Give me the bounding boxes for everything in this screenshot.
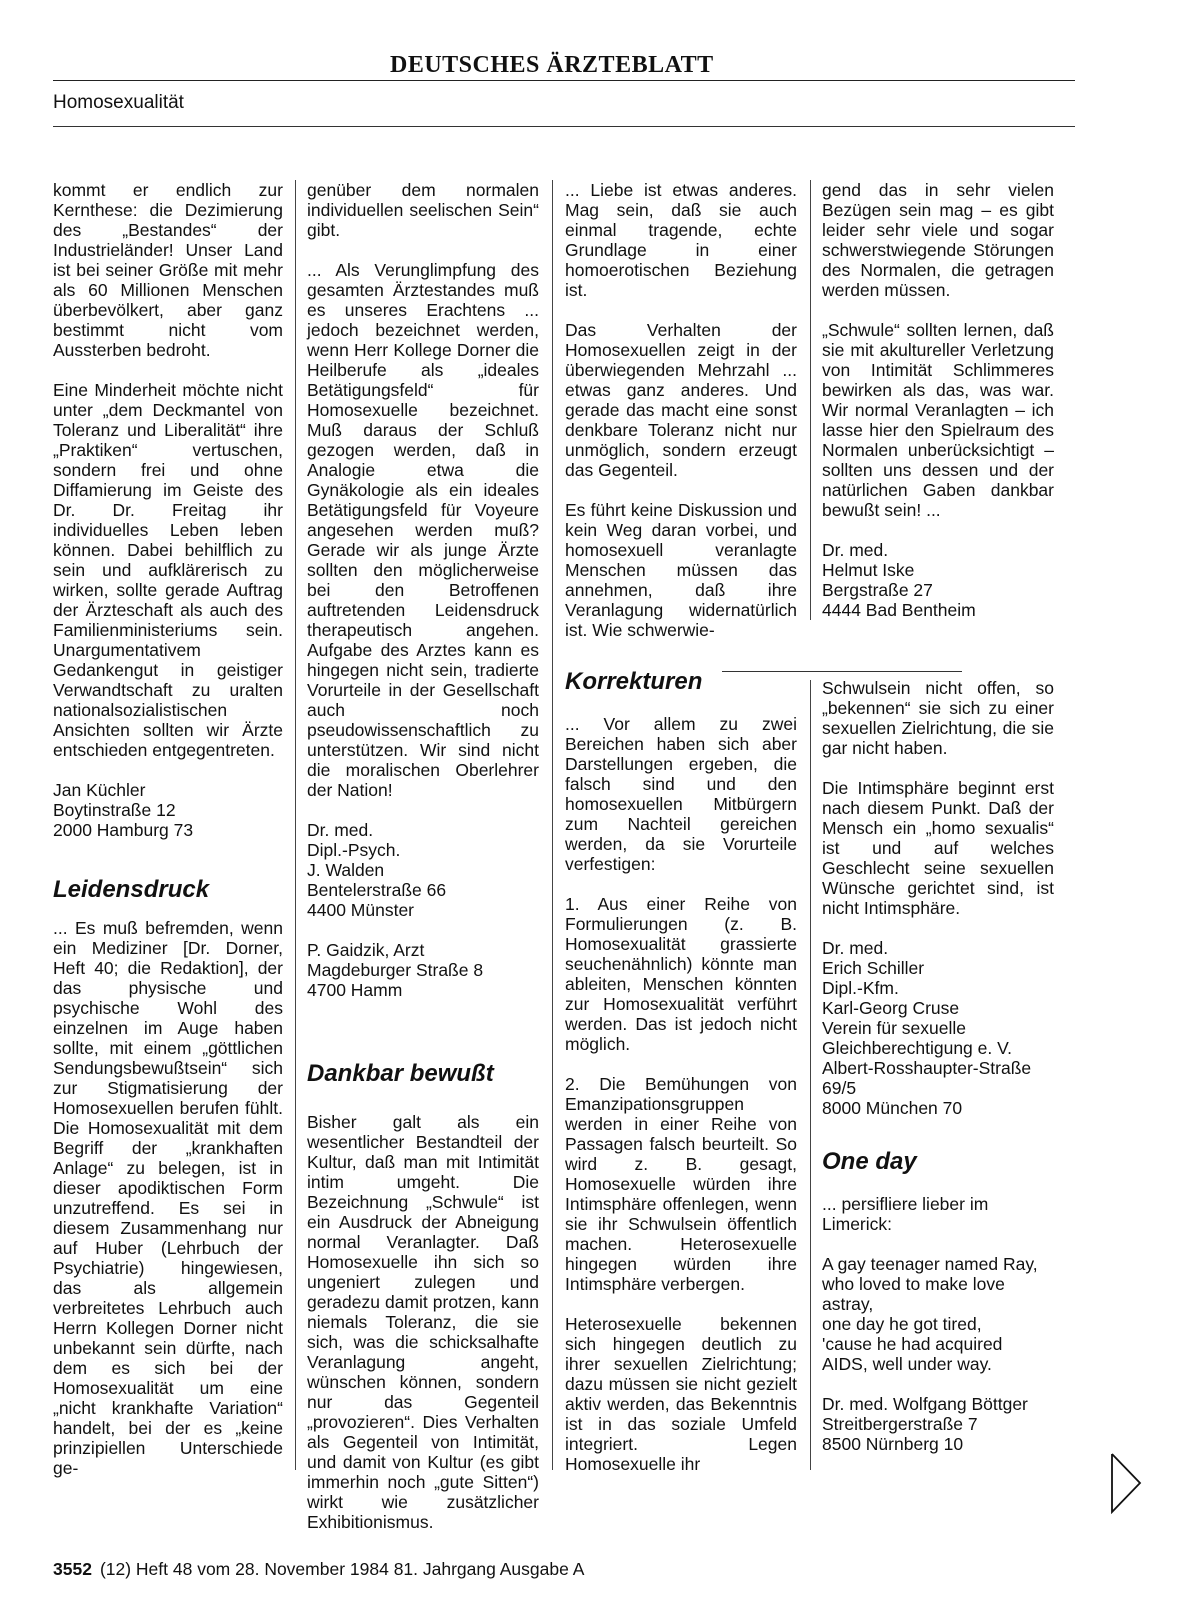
signature: Dr. med. Erich Schiller Dipl.-Kfm. Karl-Georg Cruse Verein für sexuelle Gleichberechtigung e. V. Albert-Rosshaupter-Straße 69/5 8000 München 70 (822, 938, 1032, 1118)
paragraph: Das Verhalten der Homosexuellen zeigt in der überwiegenden Mehrzahl ... etwas ganz anderes. Und gerade das macht eine sonst denkbare Toleranz nicht nur unmöglich, sondern erzeugt das Gegenteil. (565, 320, 797, 480)
paragraph: „Schwule“ sollten lernen, daß sie mit akultureller Verletzung von Intimität Schlimmeres bewirken als das, was war. Wir normal Veranlagten – ich lasse hier den Spielraum des Normalen unberücksichtigt – sollten uns dessen und der natürlichen Gaben dankbar bewußt sein! ... (822, 320, 1054, 520)
column-divider (552, 180, 553, 1470)
page-footer (53, 1559, 584, 1580)
paragraph: ... Als Verunglimpfung des gesamten Ärztestandes muß es unseres Erachtens ... jedoch bezeichnet werden, wenn Herr Kollege Dorner die Heilberufe als „ideales Betätigungsfeld“ für Homosexuelle bezeichnet. Muß daraus der Schluß gezogen werden, daß in Analogie etwa die Gynäkologie als ein ideales Betätigungsfeld für Voyeure angesehen werden muß? Gerade wir als junge Ärzte sollten den möglicherweise bei den Betroffenen auftretenden Leidensdruck therapeutisch angehen. Aufgabe des Arztes kann es hingegen nicht sein, tradierte Vorurteile in der Gesellschaft auch noch pseudowissenschaftlich zu unterstützen. Wir sind nicht die moralischen Oberlehrer der Nation! (307, 260, 539, 800)
paragraph: ... Es muß befremden, wenn ein Mediziner [Dr. Dorner, Heft 40; die Redaktion], der das physische und psychische Wohl des einzelnen im Auge haben sollte, mit einem „göttlichen Sendungsbewußtsein“ sich zur Stigmatisierung der Homosexuellen berufen fühlt. Die Homosexualität mit dem Begriff der „krankhaften Anlage“ zu belegen, ist in dieser apodiktischen Form unzutreffend. Es sei in diesem Zusammenhang nur auf Huber (Lehrbuch der Psychiatrie) hingewiesen, das als allgemein verbreitetes Lehrbuch auch Herrn Kollegen Dorner nicht unbekannt sein dürfte, nach dem es sich bei der Homosexualität um eine „nicht krankhafte Variation“ handelt, bei der es „keine prinzipiellen Unterschiede ge- (53, 918, 283, 1478)
column-divider (810, 680, 811, 1470)
masthead: DEUTSCHES ÄRZTEBLATT (390, 52, 714, 78)
limerick: A gay teenager named Ray, who loved to make love astray, one day he got tired, 'cause he had acquired AIDS, well under way. (822, 1254, 1038, 1374)
signature: Dr. med. Wolfgang Böttger Streitbergerstraße 7 8500 Nürnberg 10 (822, 1394, 1028, 1454)
paragraph: ... Vor allem zu zwei Bereichen haben sich aber Darstellungen ergeben, die falsch sind und den homosexuellen Mitbürgern zum Nachteil gereichen werden, da sie Vorurteile verfestigen: (565, 714, 797, 874)
section-rule (53, 126, 1075, 127)
column-1 (53, 180, 283, 1498)
article-heading: Leidensdruck (53, 876, 210, 903)
footer-info: (12) Heft 48 vom 28. November 1984 81. Jahrgang Ausgabe A (99, 1559, 585, 1579)
paragraph: 2. Die Bemühungen von Emanzipationsgruppen werden in einer Reihe von Passagen falsch beurteilt. So wird z. B. gesagt, Homosexuelle würden ihre Intimsphäre offenlegen, wenn sie ihr Schwulsein öffentlich machen. Heterosexuelle hingegen würden ihre Intimsphäre verbergen. (565, 1074, 797, 1294)
section-title: Homosexualität (53, 92, 184, 113)
signature: Dr. med. Helmut Iske Bergstraße 27 4444 Bad Bentheim (822, 540, 976, 620)
paragraph: genüber dem normalen individuellen seelischen Sein“ gibt. (307, 180, 539, 240)
page-number: 3552 (53, 1559, 92, 1579)
paragraph: Die Intimsphäre beginnt erst nach diesem Punkt. Daß der Mensch ein „homo sexualis“ ist und auf welches Geschlecht seine sexuellen Wünsche gerichtet sind, ist nicht Intimsphäre. (822, 778, 1054, 918)
signature: P. Gaidzik, Arzt Magdeburger Straße 8 4700 Hamm (307, 940, 484, 1000)
article-heading: One day (822, 1148, 917, 1175)
paragraph: ... persifliere lieber im Limerick: (822, 1194, 989, 1234)
paragraph: Heterosexuelle bekennen sich hingegen deutlich zu ihrer sexuellen Zielrichtung; dazu müssen sie nicht gezielt aktiv werden, das Bekenntnis ist in das soziale Umfeld integriert. Legen Homosexuelle ihr (565, 1314, 797, 1474)
paragraph: gend das in sehr vielen Bezügen sein mag – es gibt leider sehr viele und sogar schwerstwiegende Störungen des Normalen, die getragen werden müssen. (822, 180, 1054, 300)
paragraph: ... Liebe ist etwas anderes. Mag sein, daß sie auch einmal tragende, echte Grundlage in einer homoerotischen Beziehung ist. (565, 180, 797, 300)
column-divider (810, 180, 811, 620)
paragraph: kommt er endlich zur Kernthese: die Dezimierung des „Bestandes“ der Industrieländer! Unser Land ist bei seiner Größe mit mehr als 60 Millionen Menschen überbevölkert, aber ganz bestimmt nicht vom Aussterben bedroht. (53, 180, 283, 360)
article-heading: Korrekturen (565, 668, 703, 695)
column-3-bottom (565, 668, 797, 1494)
header-rule (53, 80, 1075, 81)
column-4-bottom (822, 678, 1054, 1474)
paragraph: Schwulsein nicht offen, so „bekennen“ sie sich zu einer sexuellen Zielrichtung, die sie gar nicht haben. (822, 678, 1054, 758)
paragraph: 1. Aus einer Reihe von Formulierungen (z. B. Homosexualität grassierte seuchenähnlich) könnte man ableiten, Menschen könnten zur Homosexualität verführt werden. Das ist jedoch nicht möglich. (565, 894, 797, 1054)
paragraph: Eine Minderheit möchte nicht unter „dem Deckmantel von Toleranz und Liberalität“ ihre „Praktiken“ vertuschen, sondern frei und ohne Diffamierung im Geiste des Dr. Dr. Freitag ihr individuelles Leben leben können. Dabei behilflich zu sein und aufklärerisch zu wirken, sollte gerade Auftrag der Ärzteschaft als auch des Familienministeriums sein. Unargumentativem Gedankengut in geistiger Verwandtschaft zu uralten nationalsozialistischen Ansichten sollten wir Ärzte entschieden entgegentreten. (53, 380, 283, 760)
paragraph: Es führt keine Diskussion und kein Weg daran vorbei, und homosexuell veranlagte Menschen müssen das annehmen, daß ihre Veranlagung widernatürlich ist. Wie schwerwie- (565, 500, 797, 640)
next-page-arrow-icon[interactable] (1108, 1452, 1144, 1514)
paragraph: Bisher galt als ein wesentlicher Bestandteil der Kultur, daß man mit Intimität intim umgeht. Die Bezeichnung „Schwule“ ist ein Ausdruck der Abneigung normal Veranlagter. Daß Homosexuelle ihn sich so ungeniert zulegen und geradezu damit protzen, kann niemals Toleranz, die sie sich, was die schicksalhafte Veranlagung angeht, wünschen können, sondern nur das Gegenteil „provozieren“. Dies Verhalten als Gegenteil von Intimität, und damit von Kultur (es gibt immerhin noch „gute Sitten“) wirkt wie zusätzlicher Exhibitionismus. (307, 1112, 539, 1532)
signature: Dr. med. Dipl.-Psych. J. Walden Bentelerstraße 66 4400 Münster (307, 820, 447, 920)
article-heading: Dankbar bewußt (307, 1060, 494, 1087)
column-2 (307, 180, 539, 1552)
column-4-top (822, 180, 1054, 640)
signature: Jan Küchler Boytinstraße 12 2000 Hamburg 73 (53, 780, 194, 840)
column-3-top (565, 180, 797, 660)
column-divider (295, 180, 296, 1470)
